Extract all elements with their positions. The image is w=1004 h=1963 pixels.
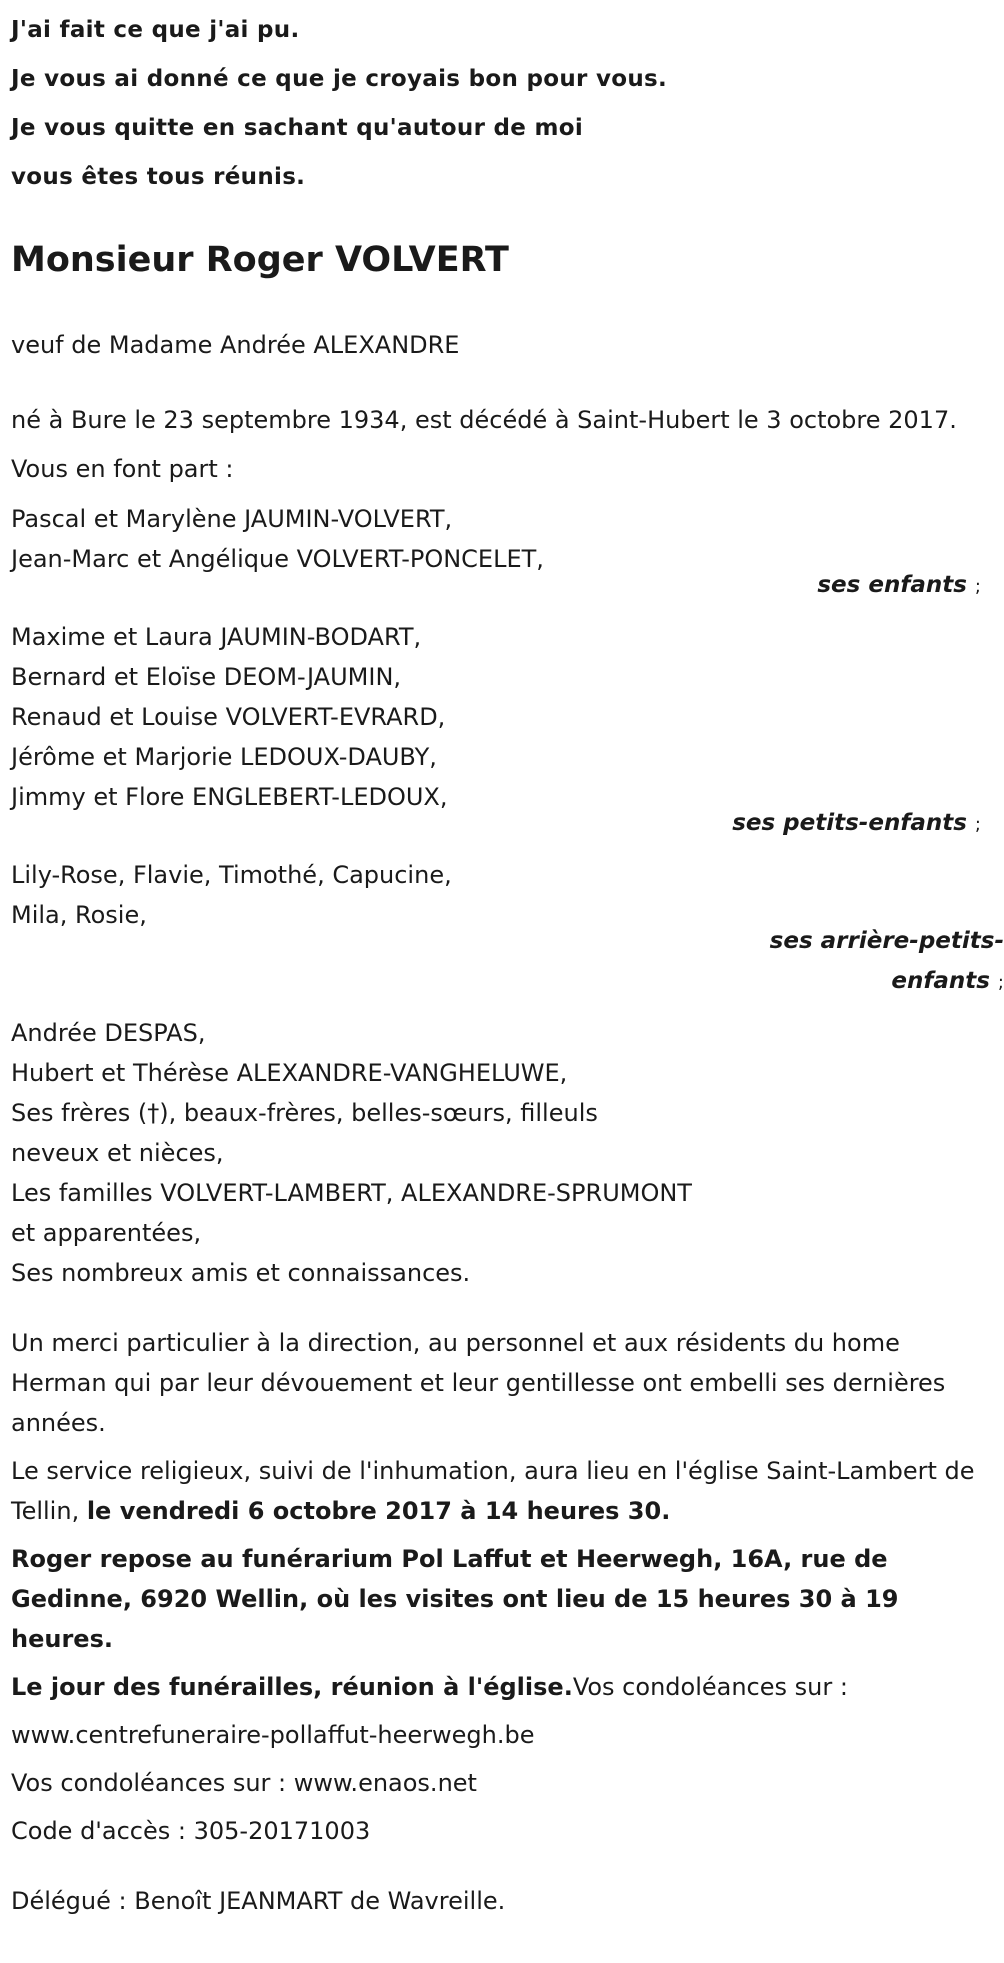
other-mourner: Ses frères (†), beaux-frères, belles-sœurs, filleuls <box>11 1099 598 1127</box>
funeral-day-paragraph <box>11 1667 991 1707</box>
poem-line: J'ai fait ce que j'ai pu. <box>11 17 300 43</box>
thanks-paragraph: Un merci particulier à la direction, au personnel et aux résidents du home Herman qui par leur dévouement et leur gentillesse ont embelli ses dernières années. <box>11 1329 946 1437</box>
spacer <box>11 1293 991 1323</box>
children-group <box>11 499 991 607</box>
service-text: Le service religieux, suivi de l'inhumation, aura lieu en l'église Saint-Lambert de Tellin, <box>11 1457 975 1525</box>
service-datetime: le vendredi 6 octobre 2017 à 14 heures 30. <box>86 1497 671 1525</box>
child-name: Jean-Marc et Angélique VOLVERT-PONCELET, <box>11 545 544 573</box>
relation-label: ses petits-enfants <box>732 810 967 836</box>
grandchild-name: Jimmy et Flore ENGLEBERT-LEDOUX, <box>11 783 448 811</box>
widow-line: veuf de Madame Andrée ALEXANDRE <box>11 331 460 359</box>
grandchild-name: Bernard et Eloïse DEOM-JAUMIN, <box>11 663 402 691</box>
grandchild-name: Jérôme et Marjorie LEDOUX-DAUBY, <box>11 743 437 771</box>
other-mourner: Andrée DESPAS, <box>11 1019 206 1047</box>
others-group <box>11 1013 991 1293</box>
funeral-website-link[interactable]: www.centrefuneraire-pollaffut-heerwegh.be <box>11 1721 535 1749</box>
grandchildren-group <box>11 617 991 845</box>
deceased-name: Monsieur Roger VOLVERT <box>11 240 509 280</box>
other-mourner: neveux et nièces, <box>11 1139 224 1167</box>
funerarium-paragraph: Roger repose au funérarium Pol Laffut et Heerwegh, 16A, rue de Gedinne, 6920 Wellin, où les visites ont lieu de 15 heures 30 à 19 heures. <box>11 1545 899 1653</box>
obituary-page <box>11 0 1004 1921</box>
relation-label-line1: ses arrière-petits- <box>769 928 1004 954</box>
other-mourner: Hubert et Thérèse ALEXANDRE-VANGHELUWE, <box>11 1059 568 1087</box>
spacer <box>11 1851 991 1881</box>
great-grandchildren-group <box>11 855 1004 1003</box>
relation-label: ses enfants <box>817 572 967 598</box>
funeral-day-text: Le jour des funérailles, réunion à l'église. <box>11 1673 573 1701</box>
grandchild-name: Renaud et Louise VOLVERT-EVRARD, <box>11 703 446 731</box>
great-grandchild-names: Lily-Rose, Flavie, Timothé, Capucine, <box>11 861 452 889</box>
other-mourner: et apparentées, <box>11 1219 202 1247</box>
announce-text: Vous en font part : <box>11 455 234 483</box>
access-code: Code d'accès : 305-20171003 <box>11 1817 371 1845</box>
poem-line: Je vous ai donné ce que je croyais bon pour vous. <box>11 66 668 92</box>
great-grandchild-names: Mila, Rosie, <box>11 901 147 929</box>
delegate-line: Délégué : Benoît JEANMART de Wavreille. <box>11 1887 506 1915</box>
grandchild-name: Maxime et Laura JAUMIN-BODART, <box>11 623 422 651</box>
birth-death-text: né à Bure le 23 septembre 1934, est décédé à Saint-Hubert le 3 octobre 2017. <box>11 406 957 434</box>
relation-label-line2: enfants <box>891 968 990 994</box>
other-mourner: Ses nombreux amis et connaissances. <box>11 1259 471 1287</box>
condolences-website[interactable]: Vos condoléances sur : www.enaos.net <box>11 1769 477 1797</box>
poem <box>11 6 991 202</box>
relation-semicolon: ; <box>997 972 1004 993</box>
other-mourner: Les familles VOLVERT-LAMBERT, ALEXANDRE-SPRUMONT <box>11 1179 692 1207</box>
relation-semicolon: ; <box>974 576 981 597</box>
relation-semicolon: ; <box>974 814 981 835</box>
poem-line: vous êtes tous réunis. <box>11 164 306 190</box>
condolences-label: Vos condoléances sur : <box>572 1673 848 1701</box>
poem-line: Je vous quitte en sachant qu'autour de moi <box>11 115 584 141</box>
great-grandchildren-relation <box>754 921 1004 1003</box>
service-paragraph <box>11 1451 991 1531</box>
child-name: Pascal et Marylène JAUMIN-VOLVERT, <box>11 505 453 533</box>
